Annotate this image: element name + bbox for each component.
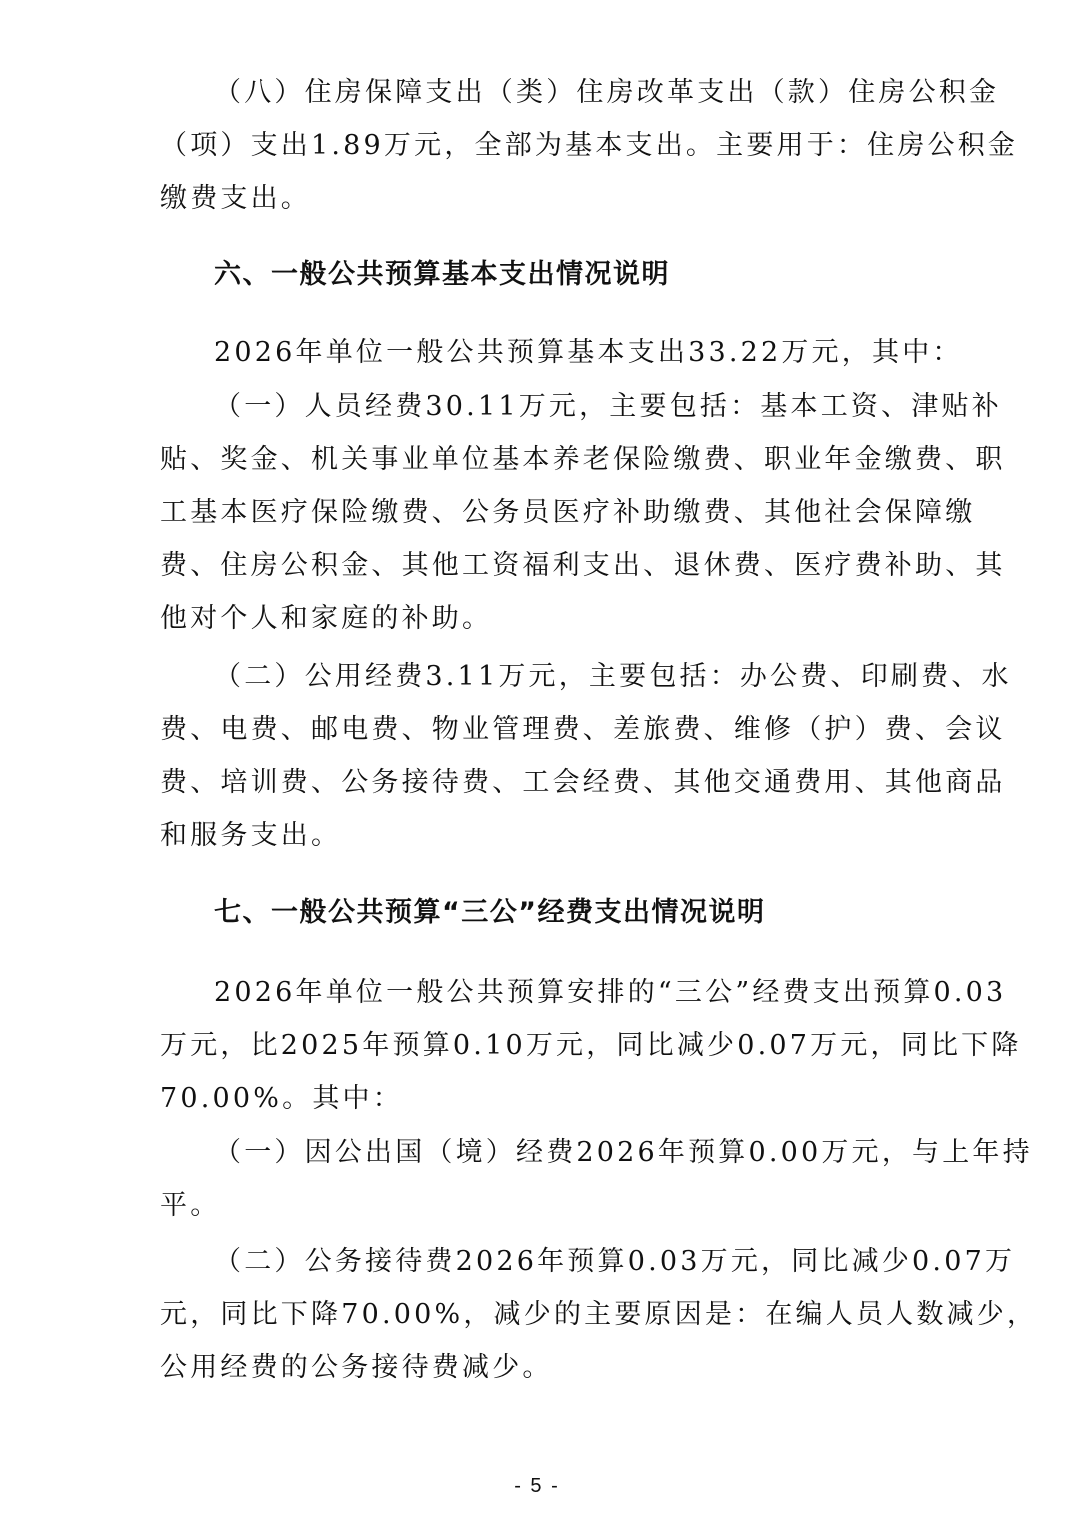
text-line: 平。: [160, 1190, 221, 1221]
text-line: （一）因公出国（境）经费2026年预算0.00万元，与上年持: [214, 1137, 1033, 1168]
text-line: 缴费支出。: [160, 183, 311, 214]
text-line: 2026年单位一般公共预算基本支出33.22万元，其中：: [214, 337, 963, 368]
text-line: 费、电费、邮电费、物业管理费、差旅费、维修（护）费、会议: [160, 714, 1006, 745]
text-line: 费、培训费、公务接待费、工会经费、其他交通费用、其他商品: [160, 767, 1006, 798]
section-heading-three-public: 七、一般公共预算“三公”经费支出情况说明: [214, 897, 766, 928]
text-line: （二）公务接待费2026年预算0.03万元，同比减少0.07万: [214, 1246, 1016, 1277]
text-line: 他对个人和家庭的补助。: [160, 603, 493, 634]
text-line: （八）住房保障支出（类）住房改革支出（款）住房公积金: [214, 77, 1000, 108]
paragraph-personnel-expense: [160, 380, 1006, 645]
page-number: - 5 -: [514, 1475, 560, 1497]
text-line: 费、住房公积金、其他工资福利支出、退休费、医疗费补助、其: [160, 550, 1006, 581]
paragraph-housing-expense: [160, 66, 1019, 225]
text-line: 和服务支出。: [160, 820, 342, 851]
section-heading-basic-expense: 六、一般公共预算基本支出情况说明: [214, 259, 670, 290]
paragraph-overseas-expense: [160, 1126, 1033, 1232]
text-line: （一）人员经费30.11万元，主要包括：基本工资、津贴补: [214, 391, 1002, 422]
paragraph-public-expense: [160, 650, 1012, 862]
text-line: 2026年单位一般公共预算安排的“三公”经费支出预算0.03: [214, 977, 1007, 1008]
paragraph-basic-expense-intro: [160, 326, 963, 379]
text-line: （项）支出1.89万元，全部为基本支出。主要用于：住房公积金: [160, 130, 1019, 161]
text-line: 工基本医疗保险缴费、公务员医疗补助缴费、其他社会保障缴: [160, 497, 976, 528]
paragraph-three-public-intro: [160, 966, 1022, 1125]
text-line: 公用经费的公务接待费减少。: [160, 1352, 553, 1383]
text-line: 贴、奖金、机关事业单位基本养老保险缴费、职业年金缴费、职: [160, 444, 1006, 475]
text-line: 70.00%。其中：: [160, 1083, 403, 1114]
text-line: 万元，比2025年预算0.10万元，同比减少0.07万元，同比下降: [160, 1030, 1022, 1061]
text-line: 元，同比下降70.00%，减少的主要原因是：在编人员人数减少，: [160, 1299, 1038, 1330]
paragraph-reception-expense: [160, 1235, 1038, 1394]
text-line: （二）公用经费3.11万元，主要包括：办公费、印刷费、水: [214, 661, 1012, 692]
